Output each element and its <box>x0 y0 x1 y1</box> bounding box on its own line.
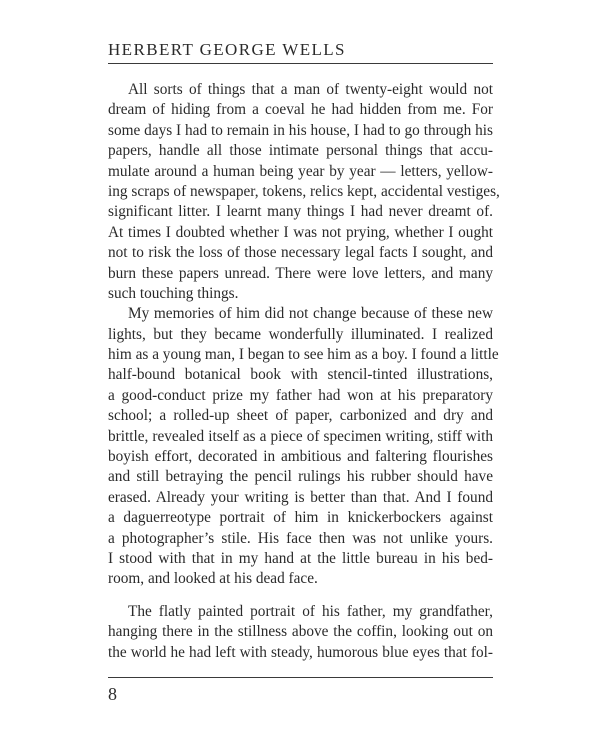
paragraph-1 <box>108 80 500 304</box>
text-line: mulate around a human being year by year — letters, yellow- <box>108 162 493 180</box>
text-line: boyish effort, decorated in ambitious and faltering flourishes <box>108 448 493 466</box>
text-line: lights, but they became wonderfully illuminated. I realized <box>108 325 493 343</box>
text-line: hanging there in the stillness above the coffin, looking out on <box>108 623 493 641</box>
text-line: All sorts of things that a man of twenty-eight would not <box>128 81 493 98</box>
text-line: significant litter. I learnt many things I had never dreamt of. <box>108 203 493 221</box>
running-head: HERBERT GEORGE WELLS <box>108 40 346 59</box>
section-break <box>108 590 493 602</box>
text-line: him as a young man, I began to see him as a boy. I found a little <box>108 346 499 364</box>
text-line: papers, handle all those intimate personal things that accu- <box>108 142 493 160</box>
page-number: 8 <box>108 684 117 704</box>
text-line: a photographer’s stile. His face then was not unlike yours. <box>108 529 493 547</box>
text-line: erased. Already your writing is better than that. And I found <box>108 488 493 506</box>
text-line: a good-conduct prize my father had won at his preparatory <box>108 386 493 404</box>
text-line: not to risk the loss of those necessary legal facts I sought, and <box>108 244 493 262</box>
text-line: half-bound botanical book with stencil-tinted illustrations, <box>108 366 493 384</box>
text-line: a daguerreotype portrait of him in knickerbockers against <box>108 509 493 527</box>
text-line: room, and looked at his dead face. <box>108 570 318 588</box>
body-text <box>108 80 500 663</box>
text-line: The flatly painted portrait of his father, my grandfather, <box>128 602 493 620</box>
text-line: school; a rolled-up sheet of paper, carbonized and dry and <box>108 407 493 425</box>
text-line: I stood with that in my hand at the little bureau in his bed- <box>108 549 493 567</box>
paragraph-2 <box>108 304 499 589</box>
text-line: At times I doubted whether I was not prying, whether I ought <box>108 223 493 241</box>
text-line: dream of hiding from a coeval he had hidden from me. For <box>108 101 493 119</box>
text-line: such touching things. <box>108 284 239 302</box>
footer-rule <box>108 677 493 678</box>
text-line: the world he had left with steady, humorous blue eyes that fol- <box>108 643 493 661</box>
text-line: My memories of him did not change because of these new <box>128 305 493 323</box>
text-line: and still betraying the pencil rulings his rubber should have <box>108 468 493 486</box>
paragraph-3 <box>108 602 493 663</box>
text-line: some days I had to remain in his house, I had to go through his <box>108 121 493 139</box>
text-line: burn these papers unread. There were love letters, and many <box>108 264 493 282</box>
text-line: brittle, revealed itself as a piece of specimen writing, stiff with <box>108 427 493 445</box>
header-rule <box>108 63 493 64</box>
text-line: ing scraps of newspaper, tokens, relics kept, accidental vestiges, <box>108 182 500 200</box>
